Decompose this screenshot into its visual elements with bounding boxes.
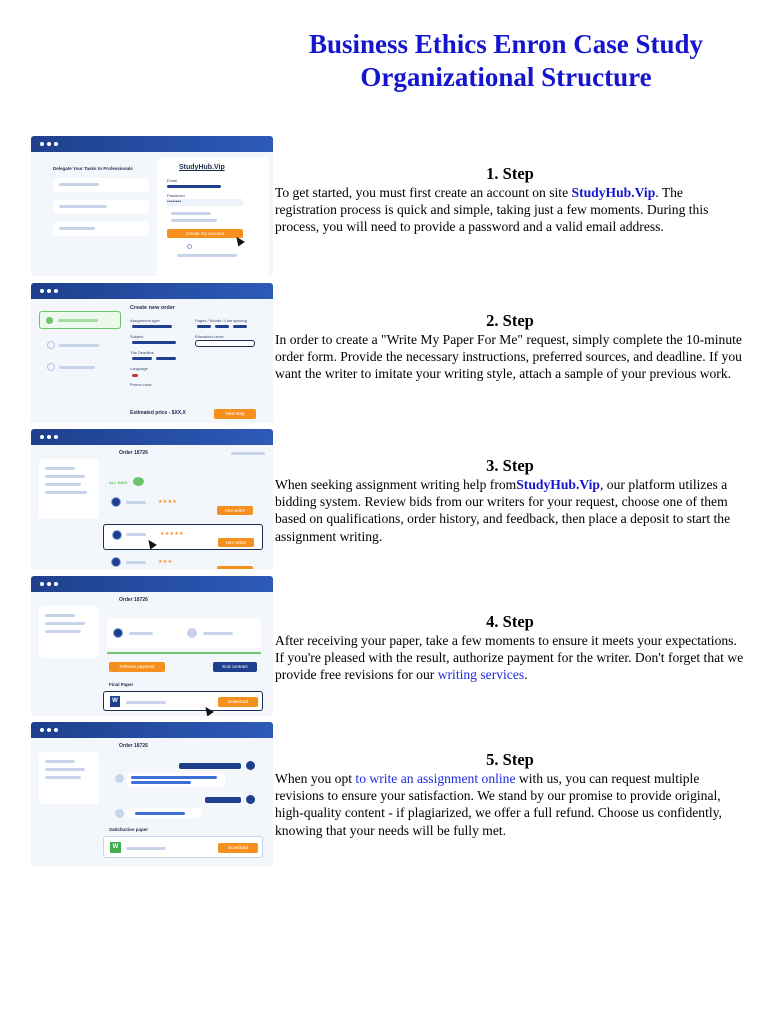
writer-avatar: [111, 497, 121, 507]
writer-avatar: [115, 774, 124, 783]
window-title-bar: [31, 136, 273, 152]
bids-count-badge: [133, 477, 144, 486]
chat-attachment: [127, 808, 201, 818]
placeholder-line: [45, 614, 75, 617]
placeholder-line: [171, 219, 217, 222]
step-4-section: [275, 612, 745, 684]
step-3-screenshot: [31, 429, 273, 569]
spacing-stepper[interactable]: [233, 325, 247, 328]
delegate-heading: Delegate Your Tasks to Professionals: [53, 166, 133, 171]
window-dot-icon: [47, 435, 51, 439]
download-button[interactable]: Download: [218, 697, 258, 707]
all-bids-label: ALL BIDS: [109, 480, 128, 485]
email-field[interactable]: [167, 185, 221, 188]
window-dot-icon: [47, 289, 51, 293]
step-4-body: [275, 632, 745, 684]
step-4-text-end: .: [524, 667, 528, 683]
step-5-text-end: with us, you can request multiple revisions to ensure your satisfaction. We stand by our promise to provide original, high-quality content - if plagiarized, we offer a full refund. Choose us confidently, knowing that your needs will be fully met.: [275, 771, 722, 838]
step-1-body: [275, 184, 745, 236]
window-dot-icon: [40, 582, 44, 586]
step-2-section: [275, 311, 745, 383]
placeholder-line: [45, 467, 75, 470]
assignment-type-label: Assignment type: [130, 318, 160, 323]
pages-label: Pages / Words / Line spacing: [195, 318, 247, 323]
next-step-button[interactable]: Next step: [214, 409, 256, 419]
order-sidebar: [39, 752, 99, 804]
placeholder-line: [135, 812, 185, 815]
promo-code-label: Promo code: [130, 382, 152, 387]
order-sidebar: [39, 606, 99, 658]
placeholder-line: [131, 776, 217, 779]
satisfaction-paper-label: Satisfaction paper: [109, 827, 149, 832]
email-label: Email: [167, 178, 178, 183]
selected-bid-card[interactable]: [103, 524, 263, 550]
placeholder-line: [59, 227, 95, 230]
education-level-select[interactable]: [195, 340, 255, 347]
write-assignment-link[interactable]: to write an assignment online: [355, 771, 516, 786]
studyhub-link[interactable]: StudyHub.Vip: [571, 185, 656, 200]
placeholder-line: [59, 344, 99, 347]
feature-card: [53, 222, 149, 236]
chat-message-sent: [179, 763, 241, 769]
window-title-bar: [31, 429, 273, 445]
placeholder-line: [231, 452, 265, 455]
placeholder-line: [126, 847, 166, 850]
order-sidebar: [39, 459, 99, 519]
hire-writer-button[interactable]: Hire writer: [218, 538, 254, 547]
subject-select[interactable]: [132, 341, 176, 344]
window-title-bar: [31, 283, 273, 299]
placeholder-line: [59, 205, 107, 208]
password-label: Password: [167, 193, 185, 198]
placeholder-line: [45, 760, 75, 763]
page-title-line-2: Organizational Structure: [360, 62, 652, 92]
page-title: [262, 28, 750, 94]
subject-label: Subject: [130, 334, 144, 339]
placeholder-line: [177, 254, 237, 257]
check-icon: [46, 317, 53, 324]
user-avatar: [246, 795, 255, 804]
estimated-price: Estimated price - $XX.X: [130, 410, 186, 416]
window-dot-icon: [40, 142, 44, 146]
placeholder-line: [45, 768, 85, 771]
window-dot-icon: [54, 289, 58, 293]
writer-avatar: [113, 628, 123, 638]
placeholder-line: [129, 632, 153, 635]
deadline-time-field[interactable]: [156, 357, 176, 360]
words-stepper[interactable]: [215, 325, 229, 328]
order-number: Order 18726: [119, 743, 148, 749]
password-field[interactable]: ••••••••: [167, 199, 243, 206]
end-contract-button[interactable]: End contract: [213, 662, 257, 672]
deadline-label: The Deadline: [130, 350, 154, 355]
window-dot-icon: [40, 289, 44, 293]
placeholder-line: [45, 491, 87, 494]
feature-card: [53, 178, 149, 192]
writer-avatar: [187, 628, 197, 638]
window-dot-icon: [54, 582, 58, 586]
studyhub-link[interactable]: StudyHub.Vip: [516, 477, 600, 492]
user-avatar: [246, 761, 255, 770]
step-2-heading: 2. Step: [486, 311, 534, 330]
step-3-heading: 3. Step: [486, 456, 534, 475]
writer-avatar: [112, 530, 122, 540]
window-title-bar: [31, 576, 273, 592]
pages-stepper[interactable]: [197, 325, 211, 328]
step-1-section: [275, 164, 745, 236]
step-5-screenshot: [31, 722, 273, 866]
rating-stars-icon: ★★★: [158, 560, 173, 565]
writer-avatar: [111, 557, 121, 567]
create-account-button[interactable]: Create my account: [167, 229, 243, 238]
cursor-icon: [145, 538, 157, 550]
step-5-text-start: When you opt: [275, 771, 356, 786]
signup-form: [157, 158, 269, 276]
placeholder-line: [45, 483, 81, 486]
step-5-body: [275, 770, 745, 839]
brand-logo: StudyHub.Vip: [179, 164, 225, 171]
step-5-section: [275, 750, 745, 839]
window-dot-icon: [47, 728, 51, 732]
writer-avatar: [115, 809, 124, 818]
step-1-text-end: . The registration process is quick and simple, taking just a few moments. During this process, you will need to provide a password and a valid email address.: [275, 185, 709, 235]
placeholder-line: [58, 319, 98, 322]
satisfaction-paper-card: [103, 836, 263, 858]
word-file-icon: W: [110, 696, 120, 707]
window-dot-icon: [47, 582, 51, 586]
language-label: Language: [130, 366, 148, 371]
step-3-body: [275, 476, 745, 545]
cursor-icon: [202, 705, 214, 716]
rating-stars-icon: ★★★★★: [160, 532, 184, 537]
order-number: Order 18726: [119, 450, 148, 456]
placeholder-line: [126, 561, 146, 564]
window-dot-icon: [40, 728, 44, 732]
step-1-text-start: To get started, you must first create an account on site: [275, 185, 572, 200]
step-4-text-start: After receiving your paper, take a few moments to ensure it meets your expectations. If you're pleased with the result, authorize payment for the writer. Don't forget that we provide free revisions for our: [275, 633, 744, 683]
writer-card: [107, 618, 261, 648]
window-dot-icon: [47, 142, 51, 146]
placeholder-line: [126, 501, 146, 504]
google-icon[interactable]: [187, 244, 192, 249]
word-file-icon: W: [110, 842, 121, 853]
rating-stars-icon: ★★★★: [158, 500, 178, 505]
feature-card: [53, 200, 149, 214]
download-button[interactable]: Download: [218, 843, 258, 853]
step-circle-icon: [47, 363, 55, 371]
placeholder-line: [59, 366, 95, 369]
step-1-screenshot: [31, 136, 273, 276]
step-1-heading: 1. Step: [486, 164, 534, 183]
step-4-heading: 4. Step: [486, 612, 534, 631]
window-title-bar: [31, 722, 273, 738]
progress-step-1: [39, 311, 121, 329]
cursor-icon: [233, 235, 245, 247]
placeholder-line: [126, 701, 166, 704]
step-circle-icon: [47, 341, 55, 349]
step-5-heading: 5. Step: [486, 750, 534, 769]
step-3-text-start: When seeking assignment writing help from: [275, 477, 517, 492]
placeholder-line: [203, 632, 233, 635]
create-order-heading: Create new order: [130, 305, 175, 311]
writing-services-link[interactable]: writing services: [437, 667, 525, 683]
flag-icon: [132, 374, 138, 377]
order-number: Order 18726: [119, 597, 148, 603]
placeholder-line: [131, 781, 191, 784]
step-2-screenshot: [31, 283, 273, 423]
window-dot-icon: [54, 435, 58, 439]
window-dot-icon: [40, 435, 44, 439]
placeholder-line: [171, 212, 211, 215]
final-paper-card: [103, 691, 263, 711]
chat-message-received: [127, 773, 225, 787]
release-payment-button[interactable]: Release payment: [109, 662, 165, 672]
hire-writer-button[interactable]: [217, 566, 253, 569]
step-3-section: [275, 456, 745, 545]
step-2-body: In order to create a "Write My Paper For Me" request, simply complete the 10-minute order form. Provide the necessary instructions, preferred sources, and deadline. If you want the writer to imitate your writing style, attach a sample of your previous work.: [275, 332, 742, 382]
placeholder-line: [126, 533, 146, 536]
placeholder-line: [45, 630, 81, 633]
placeholder-line: [45, 622, 85, 625]
chat-message-sent: [205, 797, 241, 803]
hire-writer-button[interactable]: Hire writer: [217, 506, 253, 515]
placeholder-line: [45, 776, 81, 779]
page-title-line-1: Business Ethics Enron Case Study: [308, 29, 704, 59]
deadline-date-field[interactable]: [132, 357, 152, 360]
placeholder-line: [45, 475, 85, 478]
final-paper-label: Final Paper: [109, 682, 134, 687]
window-dot-icon: [54, 142, 58, 146]
step-4-screenshot: [31, 576, 273, 716]
education-level-label: Education Level: [195, 334, 224, 339]
step-3-text-end: , our platform utilizes a bidding system. Review bids from our writers for your request, choose one of them based on qualifications, order history, and feedback, then place a deposit to start the assignment writing.: [275, 477, 731, 544]
placeholder-line: [59, 183, 99, 186]
assignment-type-select[interactable]: [132, 325, 172, 328]
window-dot-icon: [54, 728, 58, 732]
progress-bar: [107, 652, 261, 654]
